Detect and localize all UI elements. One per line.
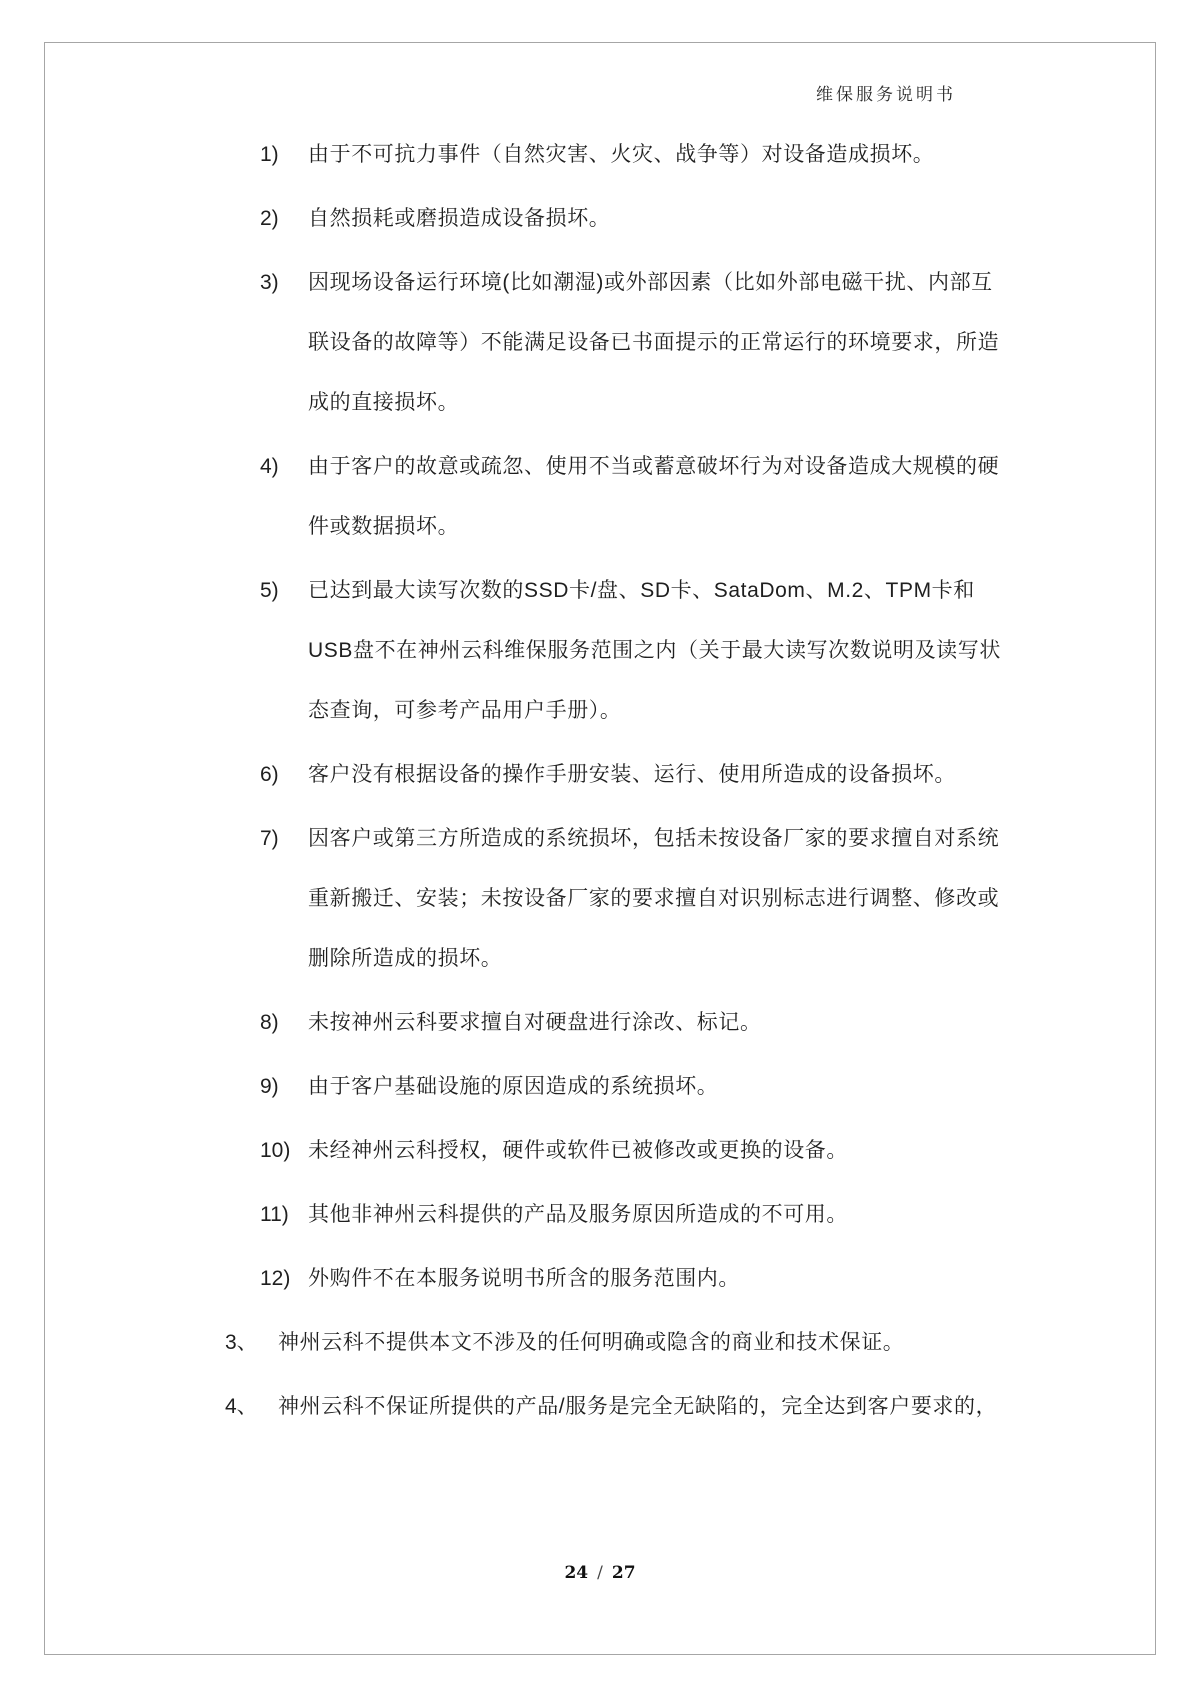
list-item-line: 成的直接损坏。 xyxy=(308,391,460,414)
list-item xyxy=(260,993,1200,1053)
list-item-text xyxy=(308,189,610,249)
page-number-separator: / xyxy=(597,1563,603,1583)
list-item-line: 外购件不在本服务说明书所含的服务范围内。 xyxy=(308,1267,740,1290)
list-item-line: 因客户或第三方所造成的系统损坏，包括未按设备厂家的要求擅自对系统 xyxy=(308,827,1000,850)
list-item-line: 删除所造成的损坏。 xyxy=(308,947,503,970)
list-item-text xyxy=(278,1313,904,1373)
list-item-number: 8) xyxy=(260,1011,279,1034)
list-item xyxy=(225,1377,1200,1437)
list-item xyxy=(260,1121,1200,1181)
list-item-line: 由于客户的故意或疏忽、使用不当或蓄意破坏行为对设备造成大规模的硬 xyxy=(308,455,1000,478)
list-item-line: 重新搬迁、安装；未按设备厂家的要求擅自对识别标志进行调整、修改或 xyxy=(308,887,1000,910)
main-item-list xyxy=(0,1313,1200,1437)
list-item-text xyxy=(308,561,1001,741)
list-item-line: 因现场设备运行环境(比如潮湿)或外部因素（比如外部电磁干扰、内部互 xyxy=(308,271,993,294)
list-item xyxy=(260,809,1200,989)
list-item-text xyxy=(308,437,999,557)
list-item-line: 联设备的故障等）不能满足设备已书面提示的正常运行的环境要求，所造 xyxy=(308,331,1000,354)
list-item-line: 由于客户基础设施的原因造成的系统损坏。 xyxy=(308,1075,719,1098)
list-item-text xyxy=(308,1249,740,1309)
list-item xyxy=(260,745,1200,805)
list-item-number: 3、 xyxy=(225,1331,258,1354)
list-item-number: 12) xyxy=(260,1267,291,1290)
list-item-text xyxy=(308,745,956,805)
list-item-number: 5) xyxy=(260,579,279,602)
list-item xyxy=(260,1185,1200,1245)
list-item-line: 神州云科不提供本文不涉及的任何明确或隐含的商业和技术保证。 xyxy=(278,1331,905,1354)
list-item-text xyxy=(308,993,762,1053)
list-item-text xyxy=(308,809,999,989)
list-item xyxy=(260,561,1200,741)
list-item-number: 6) xyxy=(260,763,279,786)
list-item-number: 9) xyxy=(260,1075,279,1098)
list-item-text xyxy=(308,125,934,185)
list-item-line: 其他非神州云科提供的产品及服务原因所造成的不可用。 xyxy=(308,1203,848,1226)
list-item xyxy=(260,437,1200,557)
list-item-number: 4) xyxy=(260,455,279,478)
list-item-number: 1) xyxy=(260,143,279,166)
list-item-line: 神州云科不保证所提供的产品/服务是完全无缺陷的，完全达到客户要求的， xyxy=(278,1395,998,1418)
list-item-text xyxy=(308,253,999,433)
list-item-number: 11) xyxy=(260,1203,289,1226)
list-item-line: 已达到最大读写次数的SSD卡/盘、SD卡、SataDom、M.2、TPM卡和 xyxy=(308,579,975,602)
list-item-line: 态查询，可参考产品用户手册）。 xyxy=(308,699,622,722)
list-item-line: USB盘不在神州云科维保服务范围之内（关于最大读写次数说明及读写状 xyxy=(308,639,1001,662)
list-item xyxy=(260,1057,1200,1117)
list-item-text xyxy=(278,1377,997,1437)
list-item-line: 客户没有根据设备的操作手册安装、运行、使用所造成的设备损坏。 xyxy=(308,763,956,786)
list-item-text xyxy=(308,1121,848,1181)
list-item-number: 3) xyxy=(260,271,279,294)
list-item-number: 4、 xyxy=(225,1395,258,1418)
page-number-total: 27 xyxy=(611,1563,636,1583)
list-item-text xyxy=(308,1057,718,1117)
list-item xyxy=(225,1313,1200,1373)
list-item-text xyxy=(308,1185,848,1245)
list-item-line: 由于不可抗力事件（自然灾害、火灾、战争等）对设备造成损坏。 xyxy=(308,143,935,166)
page-number-current: 24 xyxy=(564,1563,589,1583)
list-item-line: 未按神州云科要求擅自对硬盘进行涂改、标记。 xyxy=(308,1011,762,1034)
list-item-line: 自然损耗或磨损造成设备损坏。 xyxy=(308,207,611,230)
document-body xyxy=(0,125,1200,1441)
list-item-line: 件或数据损坏。 xyxy=(308,515,460,538)
list-item-number: 2) xyxy=(260,207,279,230)
list-item-number: 7) xyxy=(260,827,279,850)
list-item-line: 未经神州云科授权，硬件或软件已被修改或更换的设备。 xyxy=(308,1139,848,1162)
document-header-title: 维保服务说明书 xyxy=(816,85,956,105)
page-footer xyxy=(0,1563,1200,1583)
sub-item-list xyxy=(0,125,1200,1309)
list-item xyxy=(260,189,1200,249)
list-item xyxy=(260,1249,1200,1309)
list-item xyxy=(260,125,1200,185)
list-item xyxy=(260,253,1200,433)
list-item-number: 10) xyxy=(260,1139,291,1162)
